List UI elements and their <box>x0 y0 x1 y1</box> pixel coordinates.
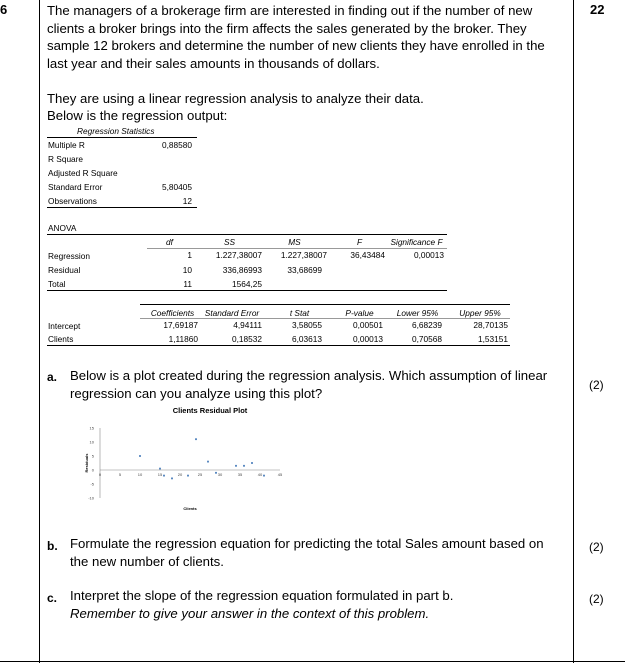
residual-point <box>251 462 253 464</box>
coef-upper: 28,70135 <box>473 320 508 330</box>
residual-point <box>159 468 161 470</box>
coef-row-label: Intercept <box>48 321 81 331</box>
residual-point <box>263 475 265 477</box>
y-tick-label: 15 <box>89 425 94 431</box>
coef-se: 0,18532 <box>232 334 262 344</box>
residual-point <box>139 455 141 457</box>
part-b-letter: b. <box>47 539 58 553</box>
residual-point <box>235 465 237 467</box>
stat-label: Standard Error <box>48 182 103 192</box>
coef-col-lower: Lower 95% <box>396 308 439 318</box>
part-b-line2: the new number of clients. <box>70 553 224 569</box>
x-tick-label: 25 <box>197 472 203 477</box>
anova-ms: 1.227,38007 <box>280 250 327 260</box>
stat-label: Observations <box>48 196 97 206</box>
intro-output-line2: Below is the regression output: <box>47 108 228 123</box>
stat-value: 5,80405 <box>162 182 192 192</box>
anova-f: 36,43484 <box>350 250 385 260</box>
anova-col-ss: SS <box>223 237 236 247</box>
stat-label: R Square <box>48 154 84 164</box>
anova-ss: 336,86993 <box>222 265 262 275</box>
anova-row-label: Total <box>48 279 66 289</box>
coef-col-upper: Upper 95% <box>459 308 501 318</box>
x-axis-label: Clients <box>183 506 197 511</box>
anova-sig: 0,00013 <box>414 250 444 260</box>
coef-col-t-stat: t Stat <box>289 308 310 318</box>
intro-output-line1: They are using a linear regression analysis to analyze their data. <box>47 91 424 106</box>
part-c-line2: Remember to give your answer in the context of this problem. <box>70 605 430 621</box>
anova-col-df: df <box>166 237 173 247</box>
y-tick-label: -10 <box>88 495 94 501</box>
x-tick-label: 10 <box>137 472 143 477</box>
coef-col-p-value: P-value <box>345 308 374 318</box>
part-c-text <box>70 587 570 622</box>
residual-point <box>187 475 189 477</box>
question-number: 6 <box>0 2 8 17</box>
x-tick-label: 35 <box>237 472 243 477</box>
anova-col-f: F <box>356 237 363 247</box>
residual-plot <box>80 403 330 523</box>
coef-p: 0,00501 <box>353 320 383 330</box>
intro-paragraph: The managers of a brokerage firm are interested in finding out if the number of new clients a broker brings into the firm affects the sales generated by the broker. They sample 12 brokers and determine the number of new clients they have enrolled in the last year and their sales amounts in thousands of dollars. <box>47 3 545 71</box>
part-b-text <box>70 535 570 570</box>
residual-point <box>215 472 217 474</box>
part-a-marks: (2) <box>589 378 604 392</box>
part-c-letter: c. <box>47 591 58 605</box>
anova-row-label: Regression <box>48 251 90 261</box>
coef-p: 0,00013 <box>353 334 383 344</box>
anova-row-label: Residual <box>48 265 81 275</box>
bottom-border <box>0 661 625 662</box>
coef-lower: 6,68239 <box>412 320 442 330</box>
residual-point <box>163 475 165 477</box>
plot-title: Clients Residual Plot <box>172 406 248 415</box>
anova-df: 1 <box>187 250 192 260</box>
anova-df: 10 <box>182 265 192 275</box>
x-tick-label: 0 <box>98 472 102 477</box>
residual-point <box>171 478 173 480</box>
regression-output <box>47 124 517 349</box>
plot-axes <box>84 426 283 512</box>
anova-col-sig: Significance F <box>390 237 443 247</box>
anova-ms: 33,68699 <box>287 265 322 275</box>
stat-label: Multiple R <box>48 140 85 150</box>
right-column-divider <box>573 0 574 663</box>
coef-lower: 0,70568 <box>412 334 442 344</box>
stat-value: 12 <box>182 196 192 206</box>
anova-heading: ANOVA <box>48 223 77 233</box>
coef-value: 1,11860 <box>168 334 198 344</box>
anova-ss: 1564,25 <box>232 279 262 289</box>
part-a-text <box>70 367 570 402</box>
x-tick-label: 5 <box>118 472 122 477</box>
part-c-line1: Interpret the slope of the regression equation formulated in part b. <box>70 588 454 603</box>
y-tick-label: 5 <box>91 453 94 459</box>
residual-point <box>207 461 209 463</box>
part-a-line1: Below is a plot created during the regression analysis. Which assumption of linear <box>70 368 548 383</box>
coef-t: 6,03613 <box>292 334 322 344</box>
y-tick-label: 10 <box>89 439 94 445</box>
y-tick-label: -5 <box>90 481 94 487</box>
stat-value: 0,88580 <box>162 140 192 150</box>
y-axis-label: Residuals <box>84 453 89 473</box>
anova-ss: 1.227,38007 <box>215 250 262 260</box>
left-column-divider <box>39 0 40 663</box>
part-b-line1: Formulate the regression equation for predicting the total Sales amount based on <box>70 536 544 551</box>
coef-t: 3,58055 <box>292 320 322 330</box>
residual-point <box>195 438 197 440</box>
x-tick-label: 45 <box>277 472 283 477</box>
coef-value: 17,69187 <box>163 320 198 330</box>
total-marks: 22 <box>590 2 605 17</box>
coef-row-label: Clients <box>48 334 74 344</box>
part-b-marks: (2) <box>589 540 604 554</box>
intro-output-paragraph <box>47 90 567 124</box>
x-tick-label: 20 <box>177 472 183 477</box>
x-tick-label: 40 <box>257 472 263 477</box>
anova-df: 11 <box>183 279 192 289</box>
part-a-line2: regression can you analyze using this plot? <box>70 385 323 401</box>
coef-col-coefficients: Coefficients <box>150 308 195 318</box>
coef-se: 4,94111 <box>233 320 262 330</box>
y-tick-label: 0 <box>91 467 94 473</box>
anova-col-ms: MS <box>288 237 301 247</box>
residual-point <box>243 465 245 467</box>
part-c-marks: (2) <box>589 592 604 606</box>
regression-statistics-heading: Regression Statistics <box>77 126 155 136</box>
x-tick-label: 30 <box>217 472 223 477</box>
part-a-letter: a. <box>47 370 58 384</box>
coef-upper: 1,53151 <box>478 334 508 344</box>
coef-col-std-error: Standard Error <box>204 308 260 318</box>
x-tick-label: 15 <box>157 472 163 477</box>
stat-label: Adjusted R Square <box>48 168 118 178</box>
